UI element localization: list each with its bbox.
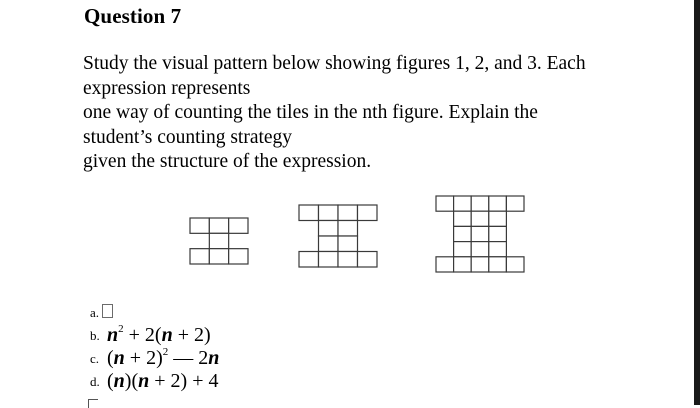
tile	[209, 218, 228, 233]
figure-2	[298, 204, 378, 268]
tile	[471, 257, 489, 272]
tile	[506, 196, 524, 211]
tile	[319, 221, 339, 237]
tile	[454, 242, 472, 257]
answer-a-label: a.	[90, 304, 113, 319]
right-edge-rule	[694, 0, 700, 405]
figure-1	[189, 217, 249, 265]
tile	[338, 236, 358, 252]
prompt-line: given the structure of the expression.	[83, 151, 372, 172]
figure-3	[435, 195, 525, 273]
tile	[338, 252, 358, 268]
tile	[489, 226, 507, 241]
tile	[471, 226, 489, 241]
prompt-line: one way of counting the tiles in the nth figure. Explain the	[83, 102, 538, 123]
tile	[471, 242, 489, 257]
prompt-line: expression represents	[83, 77, 251, 99]
tile	[319, 205, 339, 221]
tile	[454, 211, 472, 226]
tile	[489, 257, 507, 272]
tile	[209, 233, 228, 248]
tile	[229, 249, 248, 264]
tile	[338, 205, 358, 221]
tile	[338, 221, 358, 237]
tile	[436, 257, 454, 272]
tile	[436, 196, 454, 211]
tile	[489, 211, 507, 226]
tile	[471, 196, 489, 211]
tile	[229, 218, 248, 233]
tile	[209, 249, 228, 264]
figure-3-tile-grid	[435, 195, 525, 273]
tile	[489, 196, 507, 211]
tile	[190, 249, 209, 264]
answer-c-label: c.	[90, 351, 100, 366]
tile	[299, 252, 319, 268]
answer-d-label: d.	[90, 374, 100, 389]
tile	[471, 211, 489, 226]
figure-2-tile-grid	[298, 204, 378, 268]
tile	[299, 205, 319, 221]
figure-1-tile-grid	[189, 217, 249, 265]
tile	[489, 242, 507, 257]
answer-a-checkbox[interactable]	[102, 304, 113, 318]
tile	[319, 252, 339, 268]
question-title: Question 7	[84, 4, 182, 28]
tile	[506, 257, 524, 272]
tile	[454, 257, 472, 272]
tile	[319, 236, 339, 252]
answer-d-expression: (n)(n + 2) + 4	[107, 370, 219, 392]
tile	[454, 196, 472, 211]
cropped-checkbox-glyph	[88, 399, 98, 408]
tile	[358, 252, 378, 268]
prompt-line: student’s counting strategy	[83, 126, 293, 148]
tile	[190, 218, 209, 233]
answer-b-label: b.	[90, 328, 100, 343]
answer-b-expression: $n^2 + 2(n + 2)$	[107, 323, 211, 346]
answer-c-expression: $(n + 2)^2$ — 2n	[107, 346, 220, 369]
question-prompt	[83, 52, 673, 175]
prompt-line: Study the visual pattern below showing figures 1, 2, and 3. Each	[83, 53, 586, 74]
tile	[358, 205, 378, 221]
tile	[454, 226, 472, 241]
